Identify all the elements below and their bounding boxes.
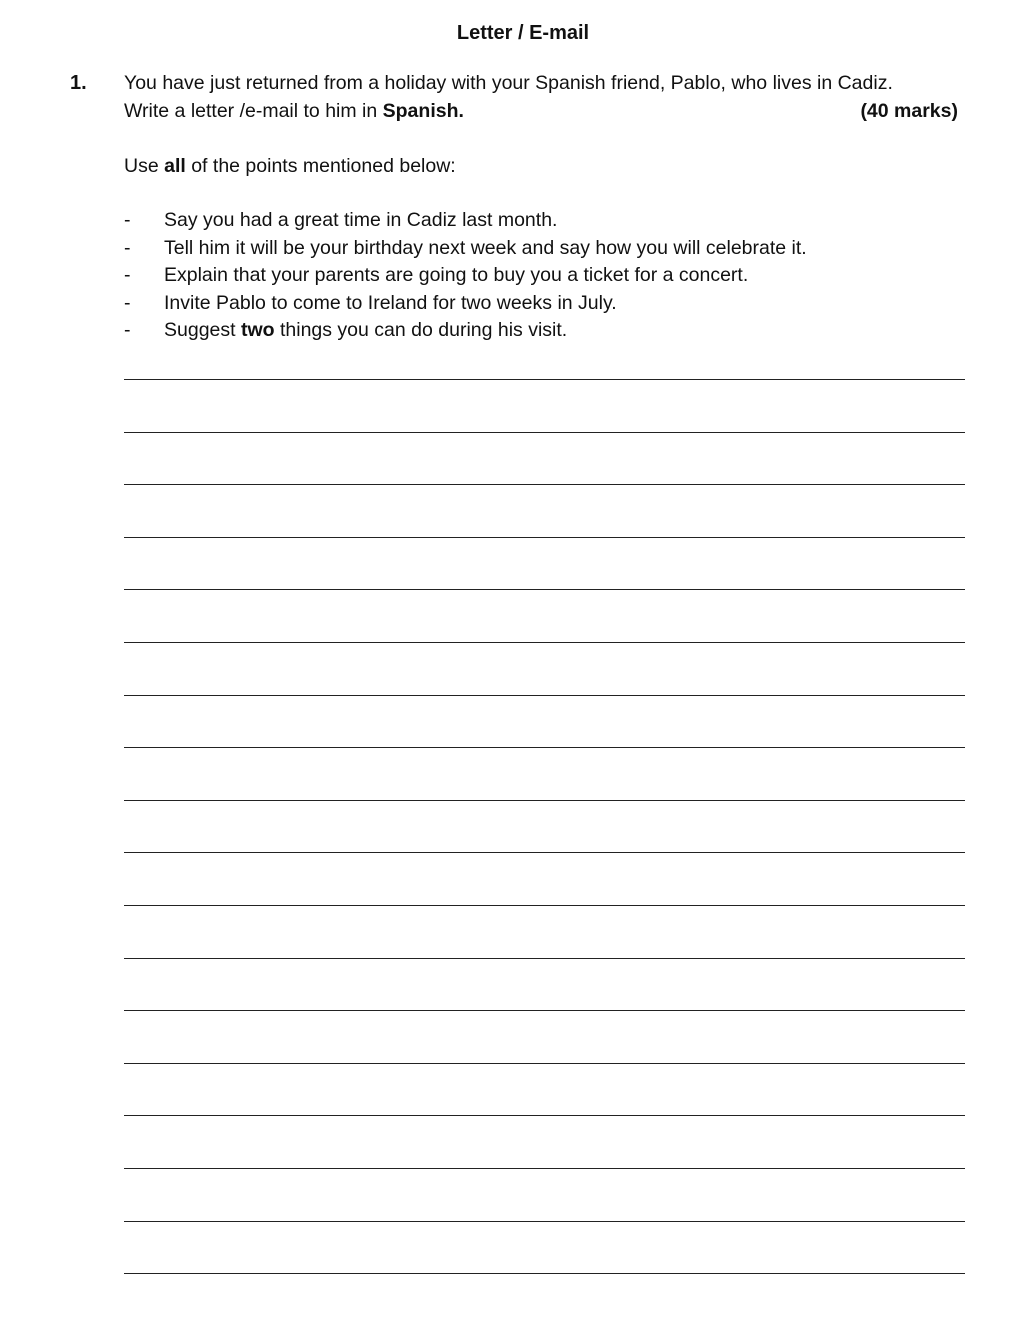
point-text-before: Invite Pablo to come to Ireland for two weeks in July.: [164, 291, 617, 314]
bullet-dash: -: [124, 291, 131, 314]
instruction-emphasis: all: [164, 155, 186, 177]
answer-line: [124, 642, 965, 695]
answer-line: [124, 589, 965, 642]
point-text: [164, 319, 567, 342]
answer-line: [124, 852, 965, 905]
question-prompt-line-1: You have just returned from a holiday with your Spanish friend, Pablo, who lives in Cadiz.: [124, 72, 893, 94]
answer-line: [124, 432, 965, 485]
marks-label: (40 marks): [860, 100, 958, 122]
answer-line: [124, 747, 965, 800]
bullet-dash: -: [124, 209, 131, 231]
answer-line: [124, 958, 965, 1011]
point-text-after: things you can do during his visit.: [274, 319, 568, 341]
point-text-before: Tell him it will be your birthday next week and say how you will celebrate it.: [164, 236, 807, 259]
page-title: Letter / E-mail: [456, 22, 590, 44]
point-text: [164, 264, 748, 287]
answer-line: [124, 1063, 965, 1116]
point-text-before: Say you had a great time in Cadiz last month.: [164, 209, 558, 231]
answer-line: [124, 1115, 965, 1168]
answer-line: [124, 537, 965, 590]
answer-line: [124, 1273, 965, 1326]
instruction-text-after: of the points mentioned below:: [185, 155, 456, 177]
point-text: [164, 237, 807, 260]
point-text: [164, 292, 617, 315]
instruction: [124, 155, 456, 178]
prompt-text: Write a letter /e-mail to him in: [124, 100, 383, 122]
prompt-language: Spanish.: [382, 100, 464, 122]
point-text-before: Explain that your parents are going to buy you a ticket for a concert.: [164, 264, 749, 286]
answer-line: [124, 484, 965, 537]
answer-line: [124, 905, 965, 958]
bullet-dash: -: [124, 264, 131, 286]
answer-writing-area[interactable]: [124, 379, 965, 1326]
point-text: [164, 209, 557, 232]
instruction-text-before: Use: [124, 155, 165, 177]
bullet-dash: -: [124, 236, 131, 259]
answer-line: [124, 1221, 965, 1274]
answer-line: [124, 695, 965, 748]
answer-line: [124, 1010, 965, 1063]
point-text-before: Suggest: [164, 319, 241, 341]
answer-line: [124, 800, 965, 853]
question-prompt-line-2: [124, 100, 464, 123]
question-number: 1.: [70, 72, 87, 94]
answer-line: [124, 379, 965, 432]
point-text-emphasis: two: [240, 319, 275, 341]
answer-line: [124, 1168, 965, 1221]
bullet-dash: -: [124, 319, 131, 341]
